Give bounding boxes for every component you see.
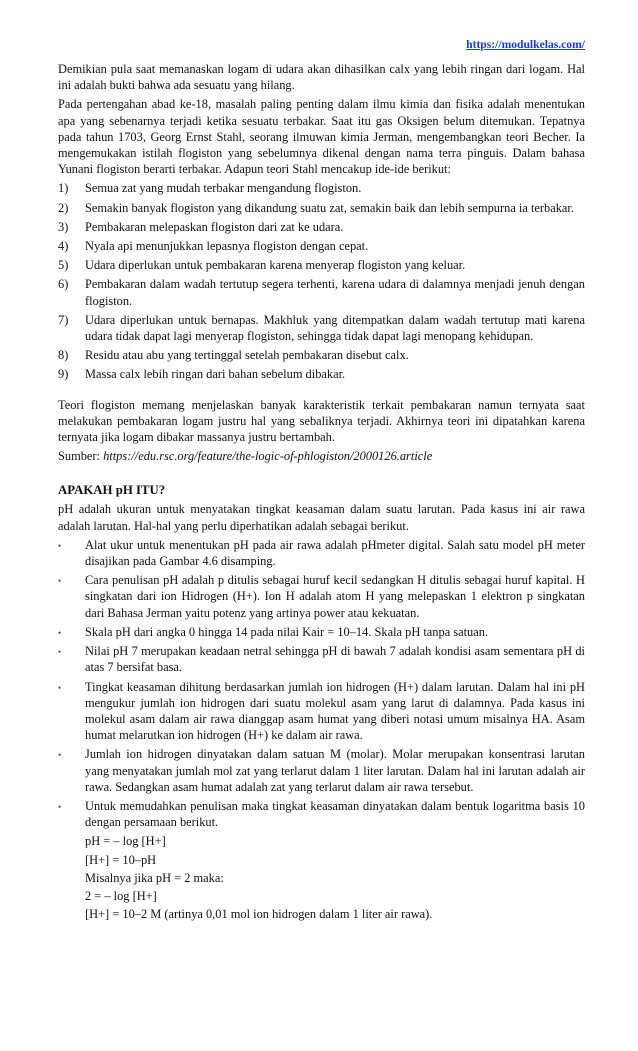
equation-line: 2 = – log [H+] bbox=[85, 888, 157, 903]
bullet-icon: • bbox=[58, 647, 62, 658]
list-item: 1) Semua zat yang mudah terbakar mengandung flogiston. bbox=[58, 181, 362, 196]
site-link[interactable]: https://modulkelas.com/ bbox=[466, 38, 585, 51]
equation-line: [H+] = 10–pH bbox=[85, 852, 157, 867]
list-item: 3) Pembakaran melepaskan flogiston dari zat ke udara. bbox=[58, 219, 344, 234]
list-item: • Skala pH dari angka 0 hingga 14 pada nilai Kair = 10–14. Skala pH tanpa satuan. bbox=[58, 624, 585, 640]
bullet-icon: • bbox=[58, 540, 62, 551]
list-item: • Tingkat keasaman dihitung berdasarkan jumlah ion hidrogen (H+) dalam larutan. Dalam hal ini pH mengukur jumlah ion hidrogen dari suatu molekul asam yang larut di dalamnya. Pada kasus ini molekul asam dalam air rawa dianggap asam humat yang diberi notasi umum misalnya HA. Asam humat melarutkan ion hidrogen (H+) ke dalam air rawa. bbox=[58, 679, 585, 743]
bullet-icon: • bbox=[58, 682, 62, 693]
list-item: 4) Nyala api menunjukkan lepasnya flogiston dengan cepat. bbox=[58, 239, 369, 254]
list-item: • Nilai pH 7 merupakan keadaan netral sehingga pH di bawah 7 adalah kondisi asam sementara pH di atas 7 bersifat basa. bbox=[58, 644, 585, 675]
bullet-icon: • bbox=[58, 801, 62, 812]
conclusion-paragraph: Teori flogiston memang menjelaskan banyak karakteristik terkait pembakaran namun ternyata saat melakukan pembakaran logam justru hal yang sebaliknya terjadi. Akhirnya teori ini dipatahkan karena ternyata jika logam dibakar massanya justru bertambah. bbox=[58, 397, 585, 445]
intro-paragraph-1: Demikian pula saat memanaskan logam di udara akan dihasilkan calx yang lebih ringan dari logam. Hal ini adalah bukti bahwa ada sesuatu yang hilang. bbox=[58, 62, 585, 93]
list-item: • Jumlah ion hidrogen dinyatakan dalam satuan M (molar). Molar merupakan konsentrasi larutan yang menyatakan jumlah mol zat yang terlarut dalam 1 liter larutan. Dalam hal ini larutan adalah air rawa. Sedangkan asam humat adalah zat yang terlarut dalam air rawa tersebut. bbox=[58, 747, 585, 794]
equation-line: pH = – log [H+] bbox=[85, 834, 166, 849]
intro-paragraph-2: Pada pertengahan abad ke-18, masalah paling penting dalam ilmu kimia dan fisika adalah menentukan apa yang sebenarnya terjadi ketika sesuatu terbakar. Saat itu gas Oksigen belum ditemukan. Tepatnya pada tahun 1703, Georg Ernst Stahl, seorang ilmuwan kimia Jerman, mengembangkan teori Becher. Ia mengemukakan istilah flogiston yang sebelumnya dikenal dengan nama terra pinguis. Dalam bahasa Yunani flogiston berarti terbakar. Adapun teori Stahl mencakup ide-ide berikut: bbox=[58, 97, 585, 177]
stahl-theory-list bbox=[58, 180, 585, 382]
list-item: 7) Udara diperlukan untuk bernapas. Makhluk yang ditempatkan dalam wadah tertutup mati karena udara tidak dapat lagi menyerap flogiston, sehingga tidak dapat lagi menopang kehidupan. bbox=[58, 312, 585, 344]
ph-intro-paragraph: pH adalah ukuran untuk menyatakan tingkat keasaman dalam suatu larutan. Pada kasus ini air rawa adalah larutan. Hal-hal yang perlu diperhatikan adalah sebagai berikut. bbox=[58, 502, 585, 533]
equation-line: [H+] = 10–2 M (artinya 0,01 mol ion hidrogen dalam 1 liter air rawa). bbox=[85, 907, 433, 922]
list-item: 8) Residu atau abu yang tertinggal setelah pembakaran disebut calx. bbox=[58, 348, 409, 363]
ph-bullet-list bbox=[58, 537, 585, 830]
list-item: • Untuk memudahkan penulisan maka tingkat keasaman dinyatakan dalam bentuk logaritma basis 10 dengan persamaan berikut. bbox=[58, 798, 585, 830]
list-item: 2) Semakin banyak flogiston yang dikandung suatu zat, semakin baik dan lebih sempurna ia terbakar. bbox=[58, 200, 574, 215]
section-heading: APAKAH pH ITU? bbox=[58, 483, 166, 498]
list-item: 5) Udara diperlukan untuk pembakaran karena menyerap flogiston yang keluar. bbox=[58, 258, 466, 273]
source-label: Sumber: bbox=[58, 449, 104, 464]
list-item: • Cara penulisan pH adalah p ditulis sebagai huruf kecil sedangkan H ditulis sebagai huruf kapital. H singkatan dari ion Hidrogen (H+). Ion H adalah atom H yang melepaskan 1 elektron p singkatan dari Bahasa Jerman yaitu potenz yang artinya power atau kekuatan. bbox=[58, 573, 585, 620]
bullet-icon: • bbox=[58, 576, 62, 587]
header-url bbox=[466, 37, 585, 53]
list-item: 9) Massa calx lebih ringan dari bahan sebelum dibakar. bbox=[58, 367, 346, 382]
bullet-icon: • bbox=[58, 750, 62, 761]
source-line bbox=[58, 448, 585, 464]
equation-line: Misalnya jika pH = 2 maka: bbox=[85, 870, 224, 885]
list-item: • Alat ukur untuk menentukan pH pada air rawa adalah pHmeter digital. Salah satu model pH meter disajikan pada Gambar 4.6 disamping. bbox=[58, 537, 585, 569]
document-body bbox=[58, 61, 585, 924]
bullet-icon: • bbox=[58, 627, 62, 638]
list-item: 6) Pembakaran dalam wadah tertutup segera terhenti, karena udara di dalamnya menjadi jenuh dengan flogiston. bbox=[58, 277, 585, 308]
source-link: https://edu.rsc.org/feature/the-logic-of-phlogiston/2000126.article bbox=[103, 449, 433, 464]
